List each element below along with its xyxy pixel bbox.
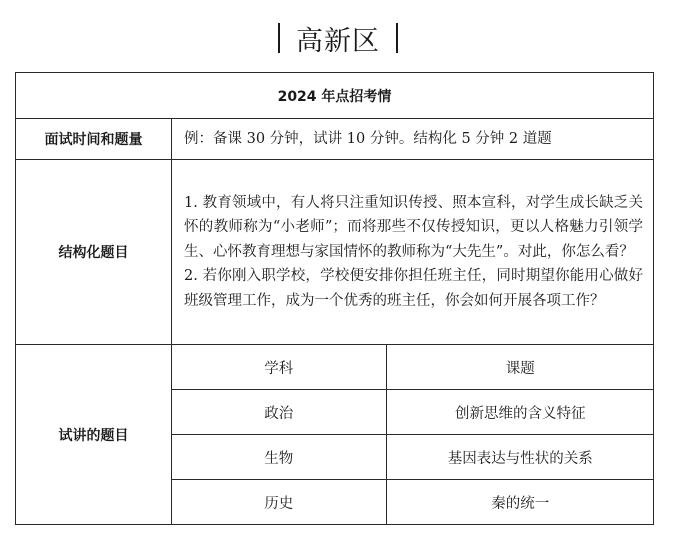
trial-subject: 历史 [172, 480, 386, 525]
interview-row [16, 119, 654, 160]
trial-label: 试讲的题目 [16, 345, 172, 525]
table-title-row [16, 73, 654, 119]
trial-subtable [172, 345, 654, 524]
trial-header-topic: 课题 [386, 345, 654, 390]
structured-row [16, 160, 654, 345]
trial-subject: 政治 [172, 390, 386, 435]
trial-header-subject: 学科 [172, 345, 386, 390]
structured-question-2: 2. 若你刚入职学校，学校便安排你担任班主任，同时期望你能用心做好班级管理工作，成为一个优秀的班主任，你会如何开展各项工作？ [184, 268, 643, 309]
exam-info-table [15, 72, 654, 525]
trial-topic: 基因表达与性状的关系 [386, 435, 654, 480]
heading-left-bar [278, 23, 280, 53]
page-title: 高新区 [296, 25, 380, 57]
trial-subject: 生物 [172, 435, 386, 480]
interview-label: 面试时间和题量 [16, 119, 172, 160]
table-row [172, 480, 654, 525]
heading-right-bar [396, 23, 398, 53]
table-row [172, 435, 654, 480]
trial-topic: 创新思维的含义特征 [386, 390, 654, 435]
trial-header-row [172, 345, 654, 390]
table-title: 2024 年点招考情 [16, 73, 654, 119]
trial-subtable-cell [172, 345, 654, 525]
interview-value: 例：备课 30 分钟，试讲 10 分钟。结构化 5 分钟 2 道题 [172, 119, 654, 160]
structured-label: 结构化题目 [16, 160, 172, 345]
trial-row [16, 345, 654, 525]
structured-questions [172, 160, 654, 345]
trial-topic: 秦的统一 [491, 495, 550, 512]
page-heading [0, 18, 676, 58]
structured-question-1: 1. 教育领域中，有人将只注重知识传授、照本宣科，对学生成长缺乏关怀的教师称为“小老师”；而将那些不仅传授知识，更以人格魅力引领学生、心怀教育理想与家国情怀的教师称为“大先生”。对此，你怎么看？ [184, 194, 643, 260]
table-row [172, 390, 654, 435]
